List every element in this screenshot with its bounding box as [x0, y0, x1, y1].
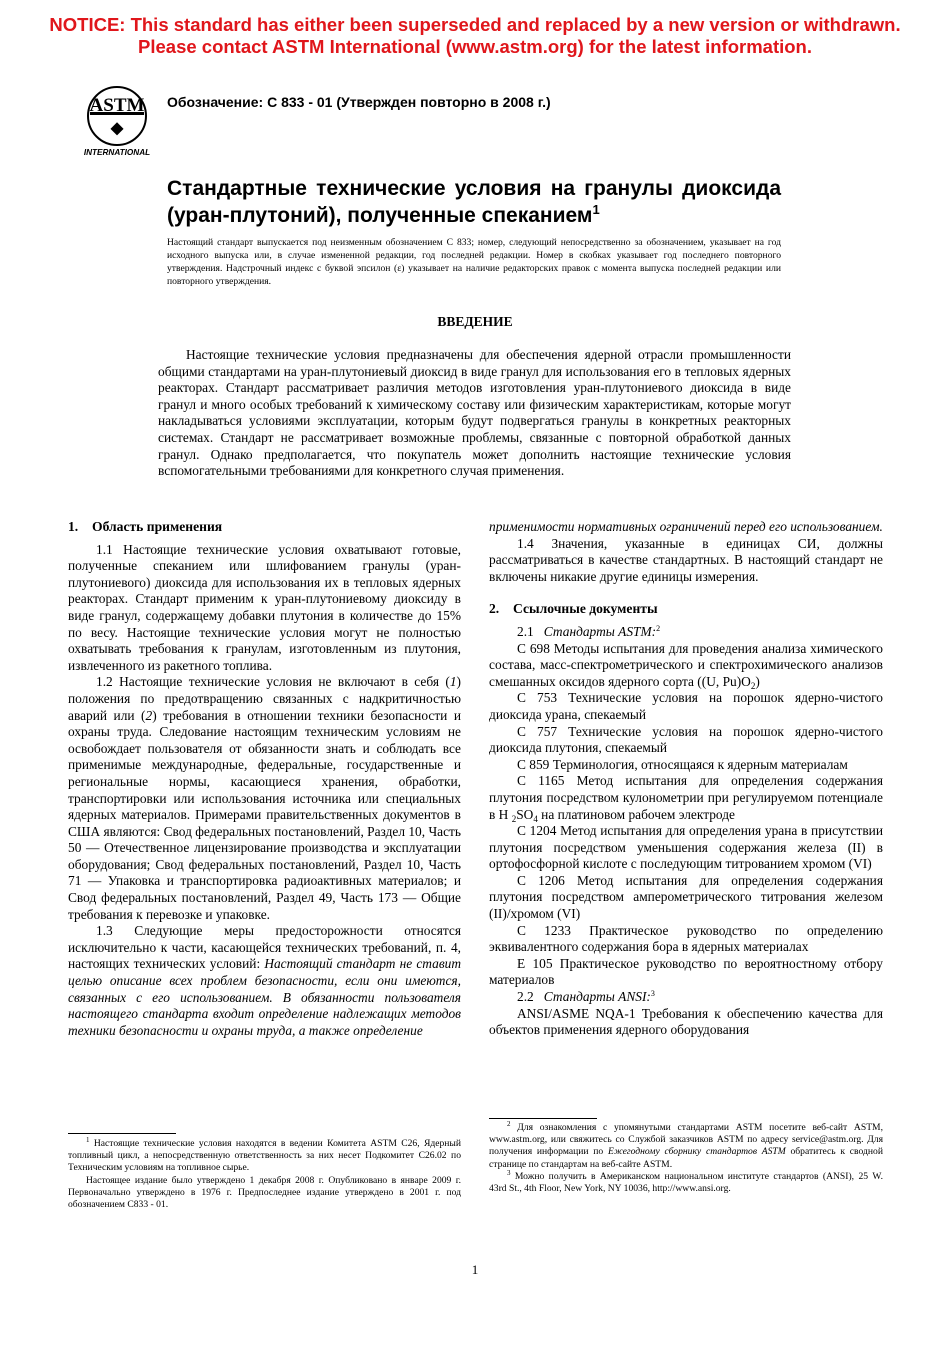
- reference-c698-end: ): [755, 673, 760, 689]
- para-1-3-b: Настоящий стандарт не ставит целью описание всех проблем безопасности, если они имеются, связанных с его использованием. В обязанности пользователя настоящего стандарта входит определение надлежащих методов техники безопасности и охраны труда, а также определение: [68, 956, 461, 1038]
- footnote-3-mark: 3: [507, 1168, 511, 1177]
- para-1-3-a: 1.3 Следующие меры предосторожности относятся исключительно к части, касающейся технических требований, п. 4, настоящих технических условий:: [68, 923, 461, 972]
- logo-caption: INTERNATIONAL: [83, 148, 151, 157]
- reference-c1206: C 1206 Метод испытания для определения содержания плутония посредством амперометрического титрования железом (II)/хромом (VI): [489, 872, 883, 922]
- title-footnote-mark: 1: [592, 202, 600, 217]
- reference-c1165-mid: SO: [516, 806, 534, 822]
- footnote-2-text-c: обратитесь к сводной странице по стандартам на веб-сайте ASTM.: [489, 1146, 883, 1170]
- section-2-heading: [489, 601, 883, 618]
- designation: Обозначение: C 833 - 01 (Утвержден повторно в 2008 г.): [167, 94, 551, 110]
- introduction-text: Настоящие технические условия предназначены для обеспечения ядерной отрасли промышленности общими стандартами на уран-плутониевый диоксид в виде гранул для использования его в тепловых ядерных реакторах. Стандарт рассматривает различия методов изготовления уран-плутониевого диоксида в виде гранул и много особых требований к химическому составу или физическим характеристикам, которые могут накладываться условиями эксплуатации, которым будут подвергаться гранулы в конкретных реакторных системах. Стандарт не рассматривает возможные проблемы, связанные с повторной обработкой данных гранул. Однако предполагается, что покупатель может дополнить настоящие технические условия вспомогательными требованиями для конкретного случая применения.: [158, 347, 791, 479]
- section-1-title: Область применения: [92, 519, 223, 534]
- para-1-2-b: ) положения по предотвращению связанных с надкритичностью аварий или (: [68, 674, 461, 723]
- para-2-2-label: Стандарты ANSI:: [543, 989, 651, 1005]
- para-2-2: [489, 989, 883, 1006]
- astm-logo-mark: [76, 84, 158, 158]
- footnote-1-text: Настоящие технические условия находятся в ведении Комитета ASTM C26, Ядерный топливный цикл, а непосредственную ответственность за них несет Подкомитет C26.02 по Техническим условиям на топливное сырье.: [68, 1138, 461, 1174]
- notice-line-1: NOTICE: This standard has either been superseded and replaced by a new version or withdrawn.: [49, 14, 901, 35]
- reference-c1165-end: на платиновом рабочем электроде: [537, 806, 735, 822]
- footnote-1: [68, 1138, 461, 1175]
- reference-c698-text: C 698 Методы испытания для проведения анализа химического состава, масс-спектрометрического и спектрохимического анализов смешанных оксидов ядерного сорта ((U, Pu)O: [489, 640, 883, 689]
- para-2-2-number: 2.2: [517, 989, 534, 1005]
- right-column: [489, 519, 883, 1039]
- title-text: Стандартные технические условия на гранулы диоксида (уран-плутоний), полученные спеканием: [167, 177, 781, 227]
- para-1-2-n2: 2: [145, 707, 153, 723]
- footnotes-left: [68, 1138, 461, 1211]
- footnote-1b: Настоящее издание было утверждено 1 декабря 2008 г. Опубликовано в январе 2009 г. Первоначально утверждено в 1976 г. Предпоследнее издание утверждено в 2001 г. под обозначением C833 - 01.: [68, 1174, 461, 1211]
- footnote-rule-left: [68, 1133, 176, 1134]
- reference-e105: E 105 Практическое руководство по вероятностному отбору материалов: [489, 955, 883, 988]
- notice-line-2: Please contact ASTM International (www.astm.org) for the latest information.: [138, 36, 812, 57]
- reference-c1233: C 1233 Практическое руководство по определению эквивалентного содержания бора в ядерных материалах: [489, 922, 883, 955]
- section-2-number: 2.: [489, 601, 500, 617]
- para-2-1-number: 2.1: [517, 623, 534, 639]
- footnote-2-text-b: Ежегодному сборнику стандартов ASTM: [607, 1146, 786, 1158]
- reference-c859: C 859 Терминология, относящаяся к ядерным материалам: [517, 756, 848, 772]
- reference-c1165: [489, 773, 883, 823]
- reference-c1165-sub1: 2: [511, 813, 517, 824]
- reference-c698: [489, 641, 883, 691]
- reference-c1165-sub2: 4: [533, 813, 538, 824]
- para-1-3: [68, 923, 461, 1039]
- para-1-4: 1.4 Значения, указанные в единицах СИ, должны рассматриваться в качестве стандартных. В настоящий стандарт не включены никакие другие единицы измерения.: [489, 535, 883, 584]
- footnote-2-text-a: Для ознакомления с упомянутыми стандартами ASTM посетите веб-сайт ASTM, www.astm.org, или свяжитесь со Службой заказчиков ASTM по адресу service@astm.org. Для получения информации по: [489, 1122, 883, 1158]
- reference-c1165-text: C 1165 Метод испытания для определения содержания плутония посредством кулонометрии при регулируемом потенциале в H: [489, 773, 883, 822]
- footnote-2: [489, 1122, 883, 1171]
- para-2-1-mark: 2: [656, 623, 661, 633]
- footnote-3: [489, 1168, 883, 1195]
- astm-logo: [76, 84, 158, 158]
- section-1-number: 1.: [68, 519, 79, 534]
- para-1-2: [68, 674, 461, 923]
- reference-c753: C 753 Технические условия на порошок ядерно-чистого диоксида урана, спекаемый: [489, 690, 883, 722]
- para-2-2-mark: 3: [650, 989, 655, 999]
- logo-letters: ASTM: [89, 95, 145, 116]
- reference-c757: C 757 Технические условия на порошок ядерно-чистого диоксида плутония, спекаемый: [489, 723, 883, 756]
- page-number: 1: [471, 1262, 479, 1277]
- para-2-1-label: Стандарты ASTM:: [543, 623, 657, 639]
- introduction-heading: ВВЕДЕНИЕ: [437, 314, 513, 329]
- section-1-heading: [68, 519, 461, 536]
- footnote-2-mark: 2: [507, 1120, 511, 1128]
- footnotes-right: [489, 1122, 883, 1195]
- svg-text:◆: [110, 120, 124, 137]
- reference-c1204: C 1204 Метод испытания для определения урана в присутствии плутония посредством уменьшения содержания железа (II) в ортофосфорной кислоте с последующим титрованием хромом (VI): [489, 823, 883, 872]
- footnote-3-text: Можно получить в Американском национальном институте стандартов (ANSI), 25 W. 43rd St., 4th Floor, New York, NY 10036, http://www.ansi.org.: [489, 1170, 883, 1195]
- section-2-title: Ссылочные документы: [513, 601, 658, 617]
- para-1-2-n1: 1: [449, 674, 457, 690]
- reference-ansi-nqa1: ANSI/ASME NQA-1 Требования к обеспечению качества для объектов применения ядерного оборудования: [489, 1005, 883, 1038]
- footnote-rule-right: [489, 1118, 597, 1119]
- footnote-1-mark: 1: [86, 1136, 90, 1144]
- page-title: [167, 175, 781, 229]
- preface-note: Настоящий стандарт выпускается под неизменным обозначением С 833; номер, следующий непосредственно за обозначением, указывает на год исходного выпуска или, в случае измененной редакции, год последней редакции. Номер в скобках указывает год последнего повторного утверждения. Надстрочный индекс с буквой эпсилон (ε) указывает на наличие редакторских правок с момента выпуска последней редакции или повторного утверждения.: [167, 237, 781, 287]
- para-1-2-a: 1.2 Настоящие технические условия не включают в себя (: [96, 674, 450, 690]
- para-1-2-c: ) требования в отношении техники безопасности и охраны труда. Следование настоящим техническим условиям не освобождает пользователя от обязанности знать и соблюдать все применимые международные, федеральные, государственные и региональные нормы, касающиеся хранения, обработки, транспортировки или использования источника или специальных ядерных материалов. Примерами правительственных документов в США являются: Свод федеральных постановлений, Раздел 10, Часть 50 — Отечественное лицензирование производства и эксплуатации оборудования; Свод федеральных постановлений, Раздел 10, Часть 71 — Упаковка и транспортировка радиоактивных материалов; и Свод федеральных постановлений, Раздел 49, Часть 173 — Общие требования к перевозке и упаковке.: [68, 707, 461, 922]
- para-1-1: 1.1 Настоящие технические условия охватывают готовые, полученные спеканием или шлифованием гранулы (уран-плутониевого) диоксида для использования их в тепловых ядерных реакторах. Стандарт применим к уран-плутониевому диоксиду в виде гранул, содержащему добавки плутония в количестве до 15% по весу. Настоящие технические условия могут не полностью охватывать требования к гранулам, изготовленным из плутония, извлеченного из ракетного топлива.: [68, 541, 461, 673]
- reference-c698-sub: 2: [750, 680, 756, 691]
- para-2-1: [489, 624, 883, 641]
- para-1-3-continued: применимости нормативных ограничений перед его использованием.: [489, 519, 883, 534]
- logo-letters-lower: ◆: [110, 120, 124, 137]
- left-column: [68, 519, 461, 1039]
- superseded-notice: [0, 14, 950, 58]
